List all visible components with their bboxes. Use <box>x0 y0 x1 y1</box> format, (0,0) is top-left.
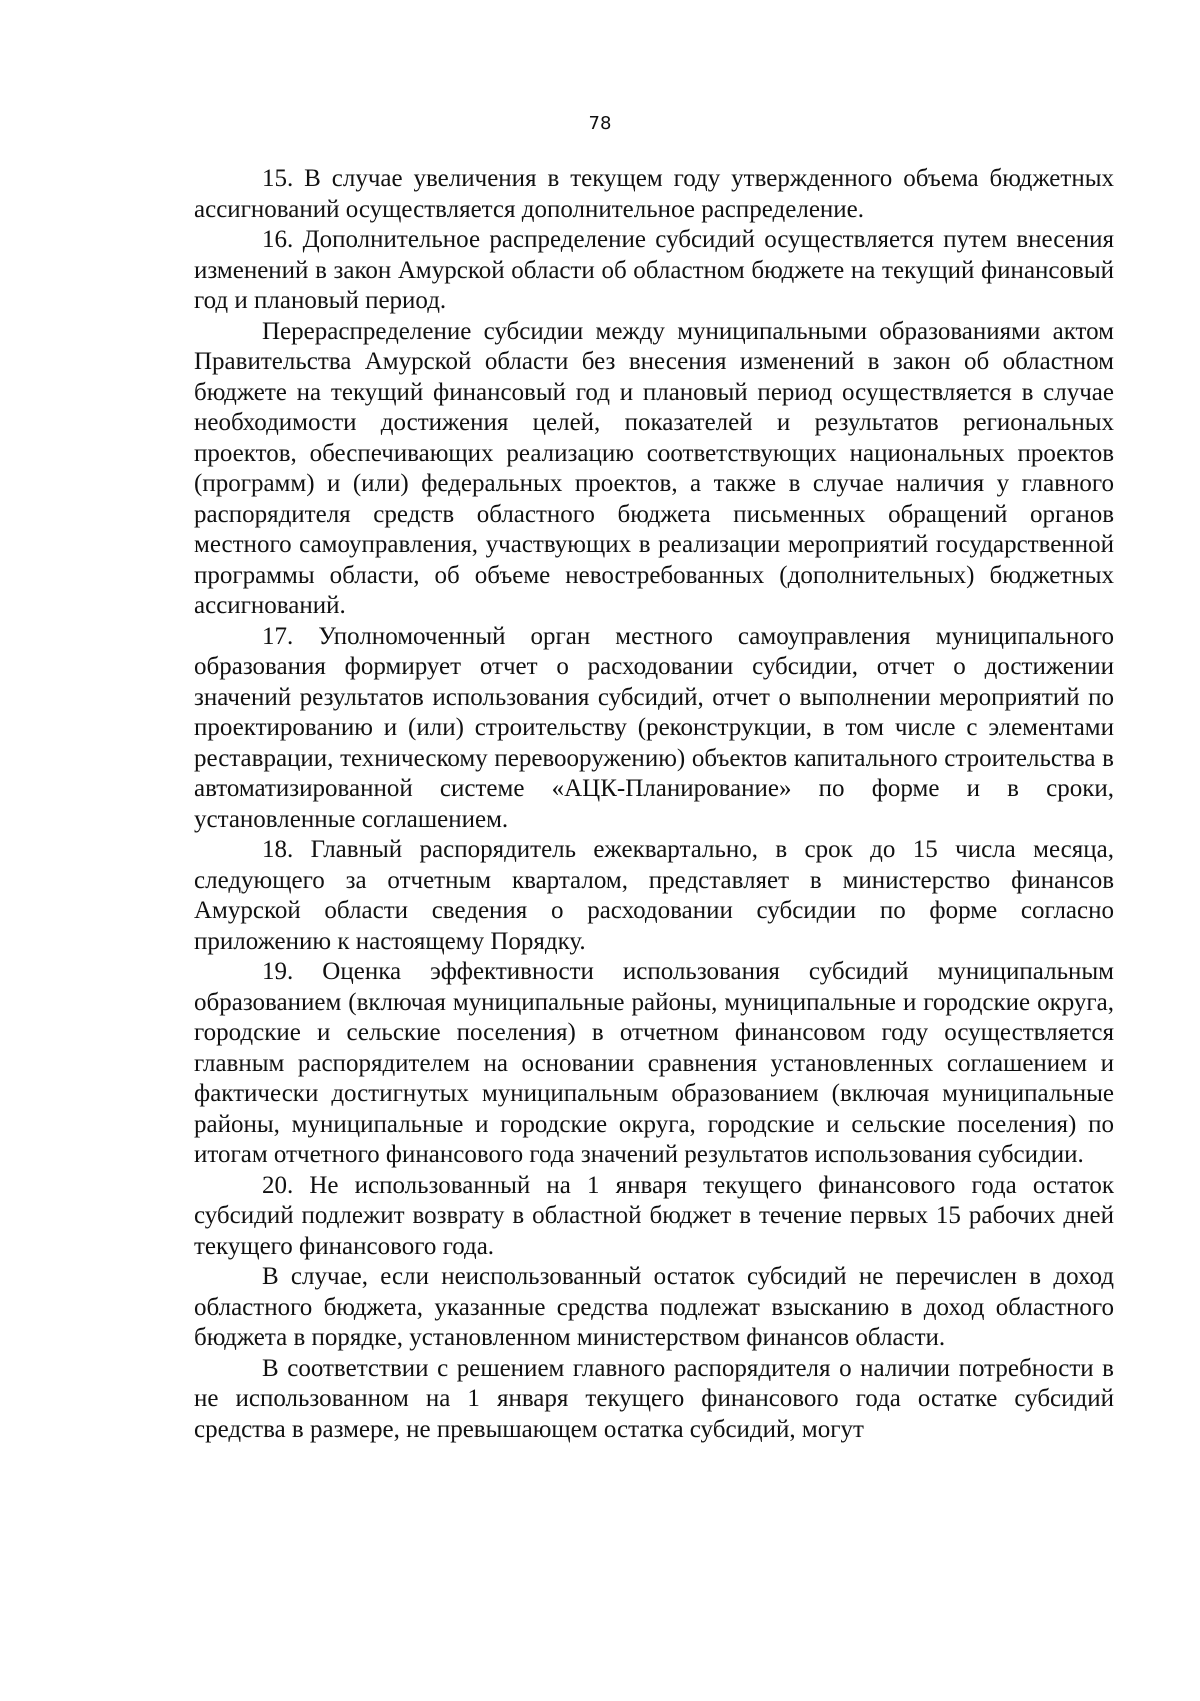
paragraph-19: 19. Оценка эффективности использования субсидий муниципальным образованием (включая муниципальные районы, муниципальные и городские округа, городские и сельские поселения) в отчетном финансовом году осуществляется главным распорядителем на основании сравнения установленных соглашением и фактически достигнутых муниципальным образованием (включая муниципальные районы, муниципальные и городские округа, городские и сельские поселения) по итогам отчетного финансового года значений результатов использования субсидии. <box>194 958 1114 1168</box>
page-number: 78 <box>588 113 612 134</box>
paragraph-recovery: В случае, если неиспользованный остаток субсидий не перечислен в доход областного бюджета, указанные средства подлежат взысканию в доход областного бюджета в порядке, установленном министерством финансов области. <box>194 1263 1114 1351</box>
paragraph-redistribution: Перераспределение субсидии между муниципальными образованиями актом Правительства Амурской области без внесения изменений в закон об областном бюджете на текущий финансовый год и плановый период осуществляется в случае необходимости достижения целей, показателей и результатов региональных проектов, обеспечивающих реализацию соответствующих национальных проектов (программ) и (или) федеральных проектов, а также в случае наличия у главного распорядителя средств областного бюджета письменных обращений органов местного самоуправления, участвующих в реализации мероприятий государственной программы области, об объеме невостребованных (дополнительных) бюджетных ассигнований. <box>194 317 1114 619</box>
paragraph-15: 15. В случае увеличения в текущем году утвержденного объема бюджетных ассигнований осуществляется дополнительное распределение. <box>194 165 1114 223</box>
paragraph-18: 18. Главный распорядитель ежеквартально, в срок до 15 числа месяца, следующего за отчетным кварталом, представляет в министерство финансов Амурской области сведения о расходовании субсидии по форме согласно приложению к настоящему Порядку. <box>194 836 1114 955</box>
paragraph-need: В соответствии с решением главного распорядителя о наличии потребности в не использованном на 1 января текущего финансового года остатке субсидий средства в размере, не превышающем остатка субсидий, могут <box>194 1354 1114 1443</box>
paragraph-20: 20. Не использованный на 1 января текущего финансового года остаток субсидий подлежит возврату в областной бюджет в течение первых 15 рабочих дней текущего финансового года. <box>194 1171 1114 1260</box>
paragraph-16: 16. Дополнительное распределение субсидий осуществляется путем внесения изменений в закон Амурской области об областном бюджете на текущий финансовый год и плановый период. <box>194 226 1114 314</box>
paragraph-17: 17. Уполномоченный орган местного самоуправления муниципального образования формирует отчет о расходовании субсидии, отчет о достижении значений результатов использования субсидий, отчет о выполнении мероприятий по проектированию и (или) строительству (реконструкции, в том числе с элементами реставрации, техническому перевооружению) объектов капитального строительства в автоматизированной системе «АЦК-Планирование» по форме и в сроки, установленные соглашением. <box>194 622 1114 833</box>
document-body <box>194 164 1114 1445</box>
